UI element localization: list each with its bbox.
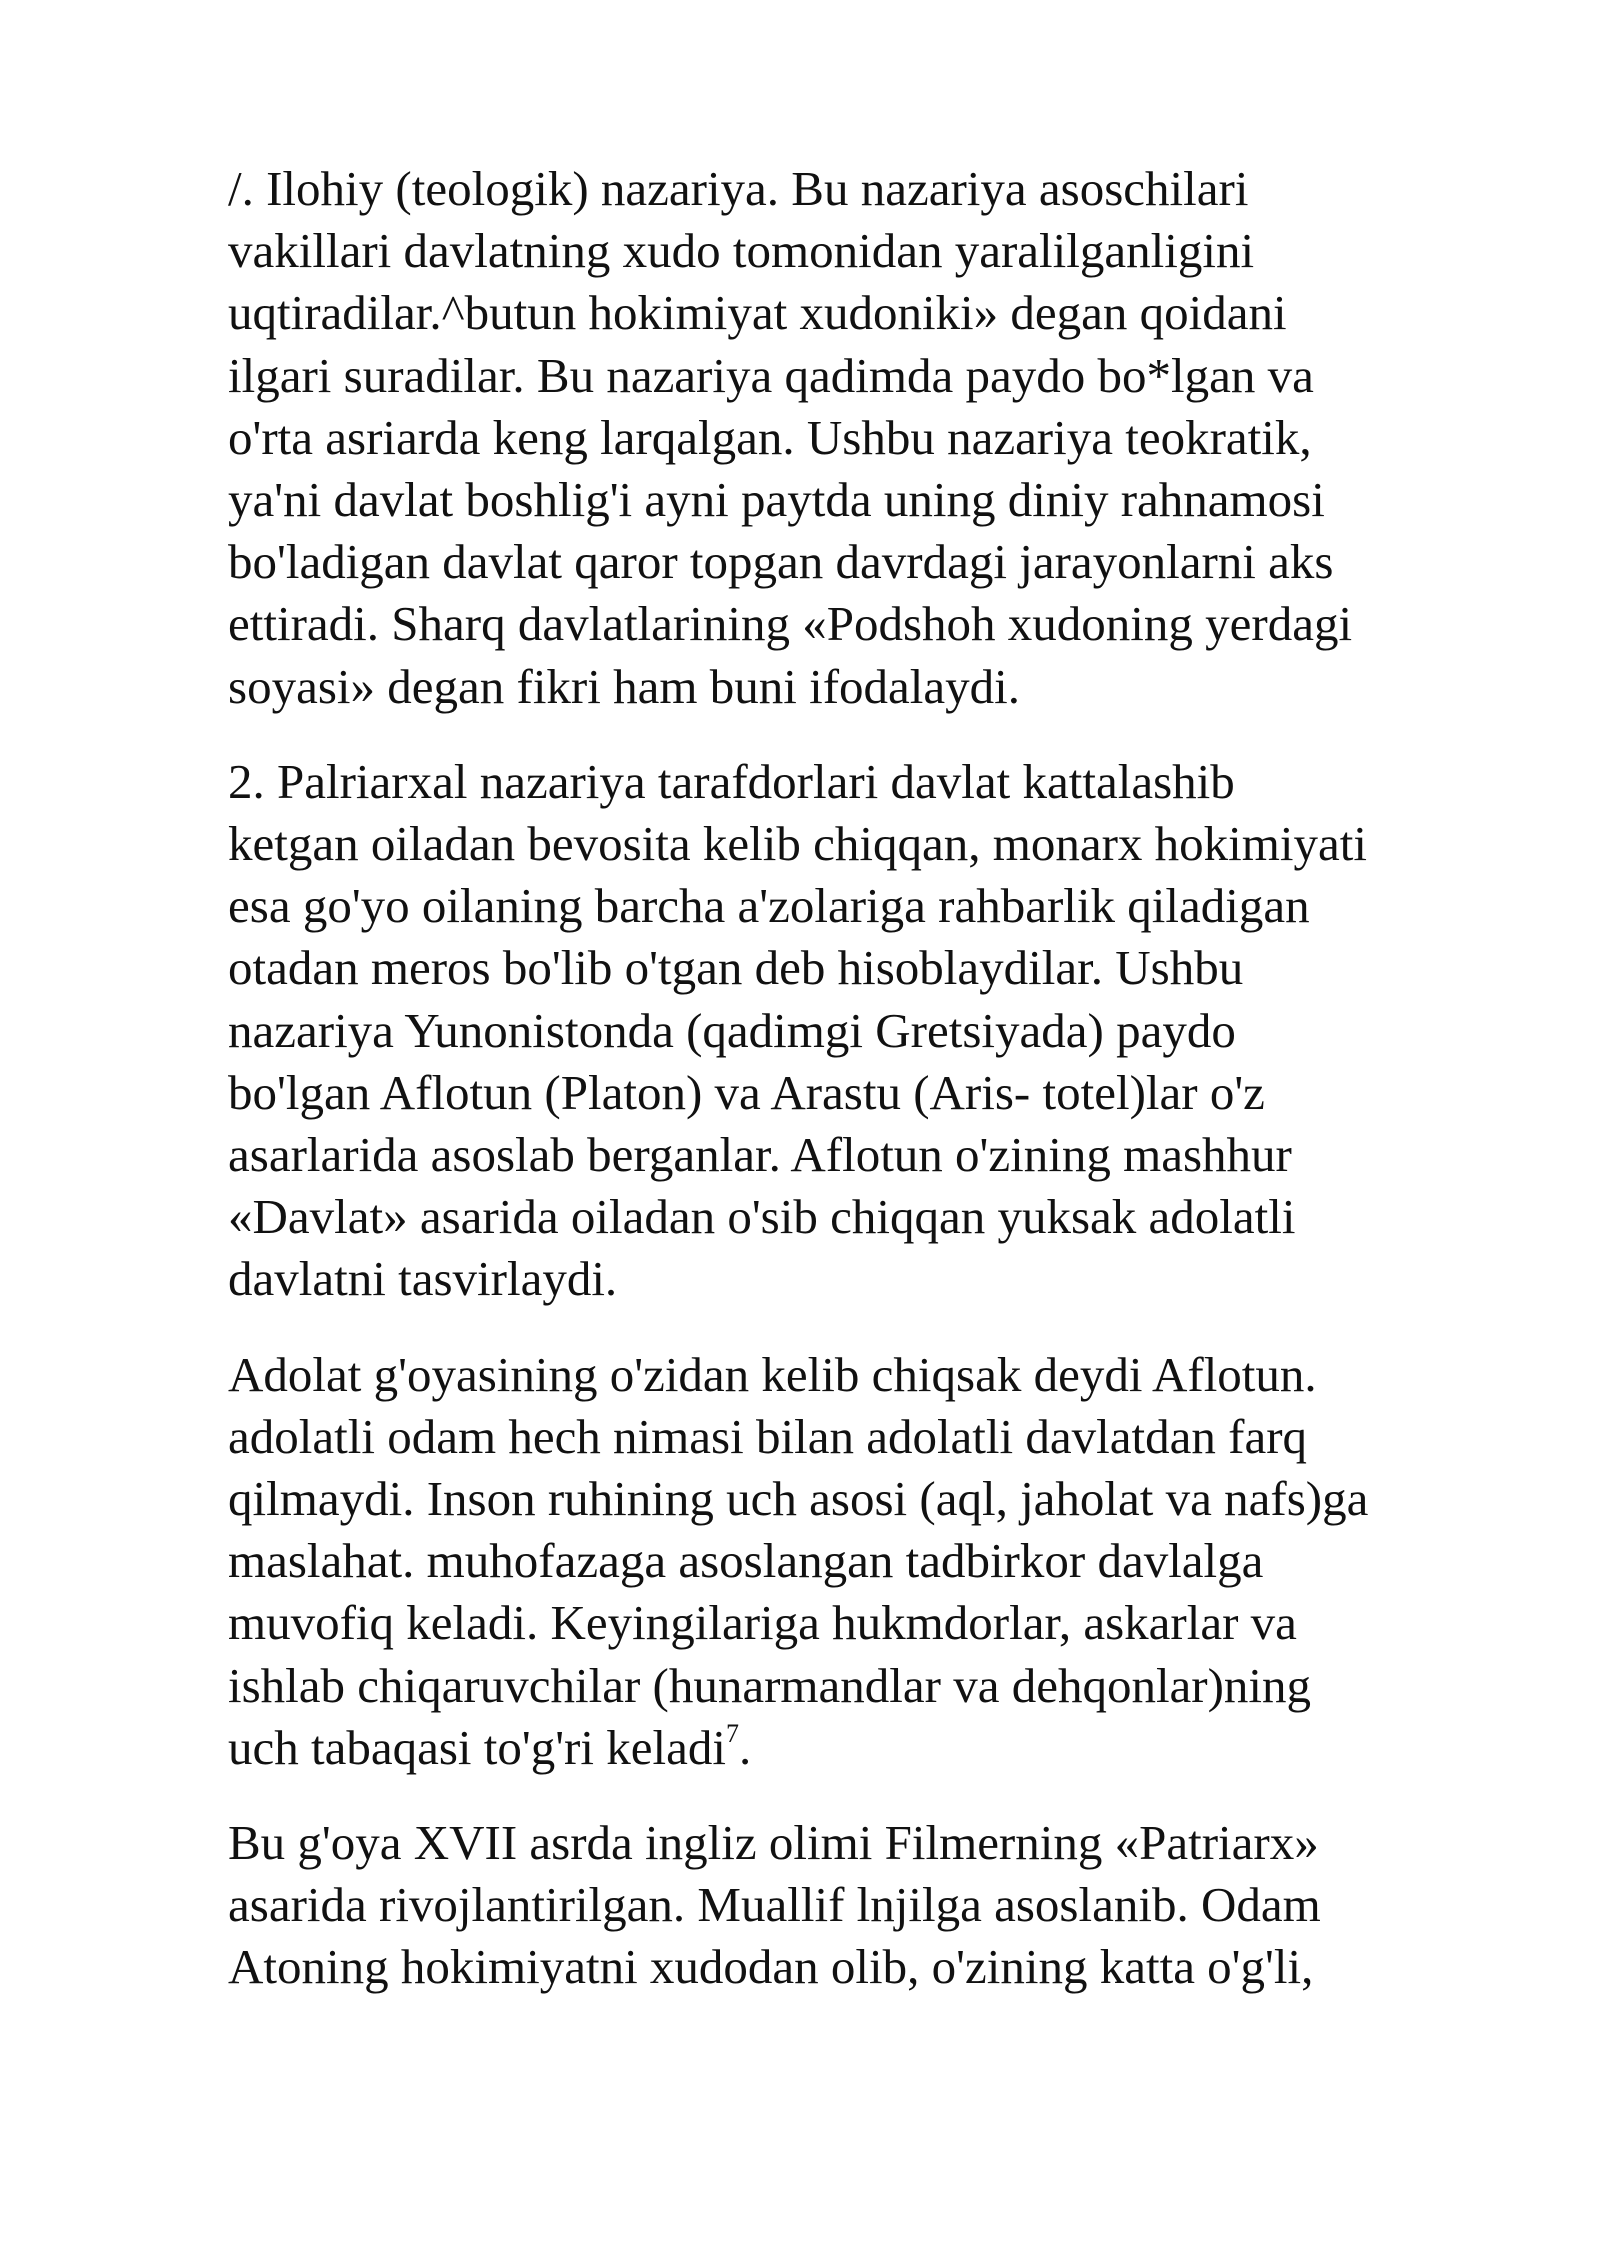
- text-line: asarida rivojlantirilgan. Muallif lnjilga asoslanib. Odam: [228, 1877, 1321, 1933]
- text-line: nazariya Yunonistonda (qadimgi Gretsiyada) paydo: [228, 1002, 1236, 1058]
- text-line: ilgari suradilar. Bu nazariya qadimda paydo bo*lgan va: [228, 347, 1314, 403]
- text-line: ketgan oiladan bevosita kelib chiqqan, monarx hokimiyati: [228, 816, 1367, 872]
- sentence-end: .: [738, 1719, 752, 1775]
- text-line-with-footnote: [228, 1717, 1528, 1779]
- text-line: qilmaydi. Inson ruhining uch asosi (aql, jaholat va nafs)ga: [228, 1471, 1369, 1527]
- text-line: Bu g'oya XVII asrda ingliz olimi Filmerning «Patriarx»: [228, 1815, 1319, 1871]
- text-line: ishlab chiqaruvchilar (hunarmandlar va dehqonlar)ning: [228, 1657, 1312, 1713]
- text-line: maslahat. muhofazaga asoslangan tadbirkor davlalga: [228, 1533, 1264, 1589]
- document-page: [228, 158, 1528, 2032]
- paragraph-theological-theory: [228, 158, 1528, 718]
- paragraph-filmer-patriarcha: [228, 1812, 1528, 1999]
- text-line: o'rta asriarda keng larqalgan. Ushbu nazariya teokratik,: [228, 409, 1312, 465]
- text-line: asarlarida asoslab berganlar. Aflotun o'zining mashhur: [228, 1127, 1292, 1183]
- text-line: ettiradi. Sharq davlatlarining «Podshoh xudoning yerdagi: [228, 596, 1353, 652]
- text-line: adolatli odam hech nimasi bilan adolatli davlatdan farq: [228, 1408, 1308, 1464]
- text-line: /. Ilohiy (teologik) nazariya. Bu nazariya asoschilari: [228, 161, 1249, 216]
- text-line: vakillari davlatning xudo tomonidan yaralilganligini: [228, 223, 1255, 279]
- text-line: 2. Palriarxal nazariya tarafdorlari davlat kattalashib: [228, 753, 1235, 809]
- text-line: uqtiradilar.^butun hokimiyat xudoniki» degan qoidani: [228, 285, 1287, 341]
- paragraph-patriarchal-theory: [228, 751, 1528, 1311]
- text-line: bo'lgan Aflotun (Platon) va Arastu (Aris- totel)lar o'z: [228, 1064, 1265, 1120]
- text-line: davlatni tasvirlaydi.: [228, 1251, 618, 1307]
- text-line: «Davlat» asarida oiladan o'sib chiqqan yuksak adolatli: [228, 1189, 1296, 1245]
- footnote-reference[interactable]: 7: [725, 1718, 739, 1748]
- text-line: Adolat g'oyasining o'zidan kelib chiqsak deydi Aflotun.: [228, 1346, 1317, 1402]
- text-line: soyasi» degan fikri ham buni ifodalaydi.: [228, 658, 1020, 714]
- text-line: otadan meros bo'lib o'tgan deb hisoblaydilar. Ushbu: [228, 940, 1244, 996]
- paragraph-justice-idea: [228, 1344, 1528, 1779]
- text-line-content: uch tabaqasi to'g'ri keladi: [228, 1719, 726, 1775]
- text-line: bo'ladigan davlat qaror topgan davrdagi jarayonlarni aks: [228, 534, 1334, 590]
- text-line: esa go'yo oilaning barcha a'zolariga rahbarlik qiladigan: [228, 878, 1310, 934]
- text-line: ya'ni davlat boshlig'i ayni paytda uning diniy rahnamosi: [228, 472, 1325, 528]
- text-line: muvofiq keladi. Keyingilariga hukmdorlar, askarlar va: [228, 1595, 1297, 1651]
- text-line: Atoning hokimiyatni xudodan olib, o'zining katta o'g'li,: [228, 1939, 1314, 1995]
